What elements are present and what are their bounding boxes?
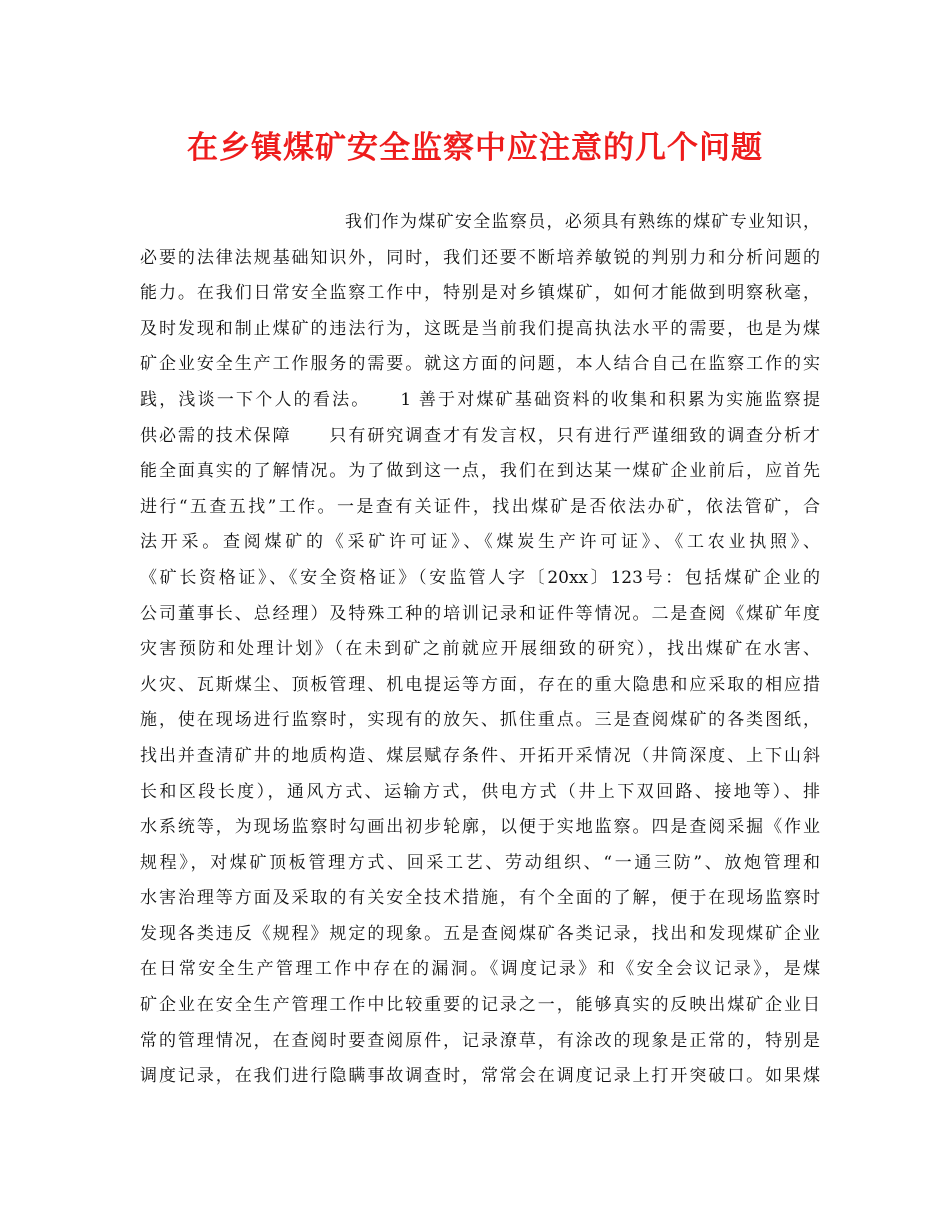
body-line: 供必需的技术保障 只有研究调查才有发言权，只有进行严谨细致的调查分析才 [140,425,820,446]
body-line: 公司董事长、总经理）及特殊工种的培训记录和证件等情况。二是查阅《煤矿年度 [140,603,820,624]
body-line: 及时发现和制止煤矿的违法行为，这既是当前我们提高执法水平的需要，也是为煤 [140,318,820,339]
body-line: 调度记录，在我们进行隐瞒事故调查时，常常会在调度记录上打开突破口。如果煤 [140,1066,820,1087]
body-line: 必要的法律法规基础知识外，同时，我们还要不断培养敏锐的判别力和分析问题的 [140,247,820,268]
body-line: 进行“五查五找”工作。一是查有关证件，找出煤矿是否依法办矿，依法管矿，合 [140,496,820,517]
body-line: 在日常安全生产管理工作中存在的漏洞。《调度记录》和《安全会议记录》，是煤 [140,959,820,980]
body-line: 《矿长资格证》、《安全资格证》（安监管人字〔20xx〕123号：包括煤矿企业的 [140,567,820,588]
document-title: 在乡镇煤矿安全监察中应注意的几个问题 [187,130,763,166]
body-line: 我们作为煤矿安全监察员，必须具有熟练的煤矿专业知识， [345,212,820,232]
body-line: 水系统等，为现场监察时勾画出初步轮廓，以便于实地监察。四是查阅采掘《作业 [140,817,820,838]
body-line: 灾害预防和处理计划》（在未到矿之前就应开展细致的研究），找出煤矿在水害、 [140,639,820,660]
body-line: 矿企业安全生产工作服务的需要。就这方面的问题，本人结合自己在监察工作的实 [140,354,820,375]
body-line: 施，使在现场进行监察时，实现有的放矢、抓住重点。三是查阅煤矿的各类图纸， [140,710,820,731]
body-line: 发现各类违反《规程》规定的现象。五是查阅煤矿各类记录，找出和发现煤矿企业 [140,923,820,944]
body-line: 水害治理等方面及采取的有关安全技术措施，有个全面的了解，便于在现场监察时 [140,888,820,909]
body-line: 规程》，对煤矿顶板管理方式、回采工艺、劳动组织、“一通三防”、放炮管理和 [140,852,820,873]
body-line: 法开采。查阅煤矿的《采矿许可证》、《煤炭生产许可证》、《工农业执照》、 [140,532,820,553]
body-line: 能全面真实的了解情况。为了做到这一点，我们在到达某一煤矿企业前后，应首先 [140,461,820,482]
document-body [140,205,820,1095]
body-line: 能力。在我们日常安全监察工作中，特别是对乡镇煤矿，如何才能做到明察秋毫， [140,283,820,304]
body-line: 找出并查清矿井的地质构造、煤层赋存条件、开拓开采情况（井筒深度、上下山斜 [140,745,820,766]
body-line: 矿企业在安全生产管理工作中比较重要的记录之一，能够真实的反映出煤矿企业日 [140,995,820,1016]
body-line: 常的管理情况，在查阅时要查阅原件，记录潦草，有涂改的现象是正常的，特别是 [140,1030,820,1051]
body-line: 火灾、瓦斯煤尘、顶板管理、机电提运等方面，存在的重大隐患和应采取的相应措 [140,674,820,695]
body-line: 践，浅谈一下个人的看法。 1 善于对煤矿基础资料的收集和积累为实施监察提 [140,389,820,410]
body-line: 长和区段长度），通风方式、运输方式，供电方式（井上下双回路、接地等）、排 [140,781,820,802]
